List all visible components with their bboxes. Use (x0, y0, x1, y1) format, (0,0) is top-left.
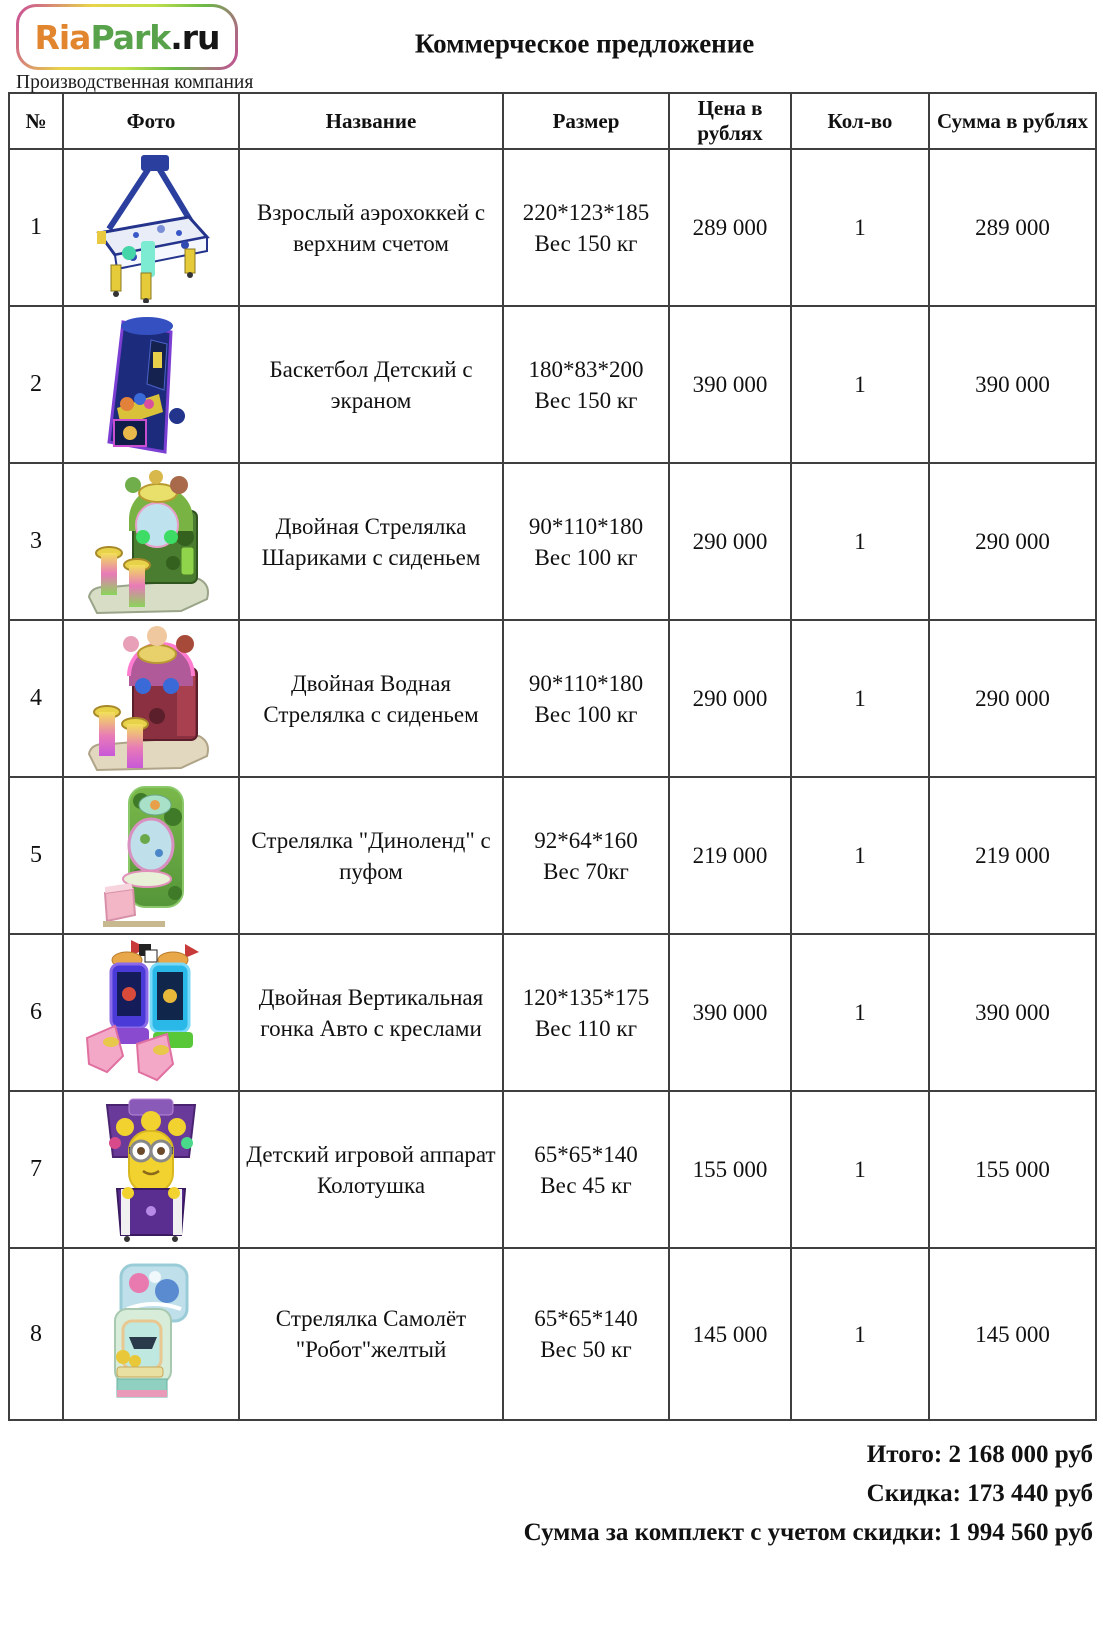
qty-cell: 1 (791, 620, 929, 777)
sum-cell: 289 000 (929, 149, 1096, 306)
size-cell (503, 306, 669, 463)
qty-cell: 1 (791, 306, 929, 463)
totals (0, 1435, 1093, 1552)
price-cell: 290 000 (669, 463, 791, 620)
logo-brand-ru: .ru (170, 17, 220, 57)
photo-cell (63, 934, 239, 1091)
sum-cell: 390 000 (929, 934, 1096, 1091)
row-number-cell: 2 (9, 306, 63, 463)
size-dimensions: 90*110*180 (528, 513, 644, 539)
table-row (9, 149, 1096, 306)
column-header-name: Название (239, 93, 503, 149)
size-dimensions: 180*83*200 (528, 356, 644, 382)
photo-cell (63, 1248, 239, 1420)
logo-brand-ria: Ria (34, 17, 91, 57)
table-row (9, 777, 1096, 934)
price-cell: 390 000 (669, 934, 791, 1091)
product-name-cell: Взрослый аэрохоккей с верхним счетом (239, 149, 503, 306)
row-number-cell: 8 (9, 1248, 63, 1420)
sum-cell: 290 000 (929, 620, 1096, 777)
size-cell (503, 934, 669, 1091)
photo-cell (63, 463, 239, 620)
logo (16, 4, 254, 94)
photo-cell (63, 1091, 239, 1248)
product-name-cell: Баскетбол Детский с экраном (239, 306, 503, 463)
size-cell (503, 777, 669, 934)
qty-cell: 1 (791, 149, 929, 306)
size-dimensions: 120*135*175 (522, 984, 650, 1010)
qty-cell: 1 (791, 1091, 929, 1248)
sum-cell: 290 000 (929, 463, 1096, 620)
logo-text (19, 7, 235, 67)
total-line-itogo: Итого: 2 168 000 руб (866, 1441, 1093, 1468)
size-dimensions: 90*110*180 (528, 670, 644, 696)
photo-cell (63, 777, 239, 934)
size-weight: Вес 110 кг (534, 1015, 638, 1041)
sum-cell: 219 000 (929, 777, 1096, 934)
basketball-machine-photo (68, 310, 234, 460)
air-hockey-photo (68, 153, 234, 303)
column-header-num: № (9, 93, 63, 149)
row-number-cell: 3 (9, 463, 63, 620)
logo-subtitle: Производственная компания (16, 72, 254, 93)
size-cell (503, 1091, 669, 1248)
sum-cell: 390 000 (929, 306, 1096, 463)
product-name-cell: Детский игровой аппарат Колотушка (239, 1091, 503, 1248)
row-number-cell: 7 (9, 1091, 63, 1248)
size-cell (503, 1248, 669, 1420)
product-name-cell: Двойная Вертикальная гонка Авто с креслами (239, 934, 503, 1091)
product-name-cell: Двойная Стрелялка Шариками с сиденьем (239, 463, 503, 620)
price-cell: 219 000 (669, 777, 791, 934)
price-cell: 289 000 (669, 149, 791, 306)
row-number-cell: 1 (9, 149, 63, 306)
logo-border (16, 4, 238, 70)
size-weight: Вес 70кг (543, 858, 629, 884)
row-number-cell: 5 (9, 777, 63, 934)
page-title: Коммерческое предложение (414, 28, 755, 59)
sum-cell: 145 000 (929, 1248, 1096, 1420)
dinoland-shooter-photo (68, 781, 234, 931)
table-header-row (9, 93, 1096, 149)
size-weight: Вес 100 кг (534, 701, 638, 727)
table-row (9, 620, 1096, 777)
size-weight: Вес 150 кг (534, 230, 638, 256)
offer-table (8, 92, 1097, 1421)
table-row (9, 934, 1096, 1091)
size-cell (503, 620, 669, 777)
water-shooter-photo (68, 624, 234, 774)
page-header (0, 0, 1103, 92)
minion-machine-photo (68, 1095, 234, 1245)
column-header-price: Цена в рублях (669, 93, 791, 149)
airplane-shooter-photo (68, 1259, 234, 1409)
product-name-cell: Стрелялка Самолёт "Робот"желтый (239, 1248, 503, 1420)
qty-cell: 1 (791, 1248, 929, 1420)
table-row (9, 1091, 1096, 1248)
racing-machine-photo (68, 938, 234, 1088)
qty-cell: 1 (791, 777, 929, 934)
size-dimensions: 65*65*140 (534, 1306, 638, 1331)
price-cell: 155 000 (669, 1091, 791, 1248)
size-dimensions: 92*64*160 (534, 827, 638, 853)
size-cell (503, 149, 669, 306)
size-weight: Вес 100 кг (534, 544, 638, 570)
photo-cell (63, 620, 239, 777)
product-name-cell: Стрелялка "Диноленд" с пуфом (239, 777, 503, 934)
table-row (9, 306, 1096, 463)
column-header-size: Размер (503, 93, 669, 149)
column-header-qty: Кол-во (791, 93, 929, 149)
qty-cell: 1 (791, 463, 929, 620)
photo-cell (63, 149, 239, 306)
qty-cell: 1 (791, 934, 929, 1091)
column-header-sum: Сумма в рублях (929, 93, 1096, 149)
table-row (9, 463, 1096, 620)
price-cell: 290 000 (669, 620, 791, 777)
row-number-cell: 6 (9, 934, 63, 1091)
column-header-photo: Фото (63, 93, 239, 149)
product-name-cell: Двойная Водная Стрелялка с сиденьем (239, 620, 503, 777)
price-cell: 145 000 (669, 1248, 791, 1420)
table-row (9, 1248, 1096, 1420)
size-dimensions: 220*123*185 (522, 199, 650, 225)
sum-cell: 155 000 (929, 1091, 1096, 1248)
size-cell (503, 463, 669, 620)
total-line-skidka: Скидка: 173 440 руб (866, 1480, 1093, 1507)
size-weight: Вес 50 кг (540, 1337, 632, 1362)
price-cell: 390 000 (669, 306, 791, 463)
row-number-cell: 4 (9, 620, 63, 777)
size-weight: Вес 45 кг (540, 1172, 632, 1198)
total-line-summa: Сумма за комплект с учетом скидки: 1 994 560 руб (523, 1519, 1093, 1546)
photo-cell (63, 306, 239, 463)
logo-brand-park: Park (90, 17, 171, 57)
ball-shooter-photo (68, 467, 234, 617)
size-weight: Вес 150 кг (534, 387, 638, 413)
size-dimensions: 65*65*140 (534, 1141, 638, 1167)
